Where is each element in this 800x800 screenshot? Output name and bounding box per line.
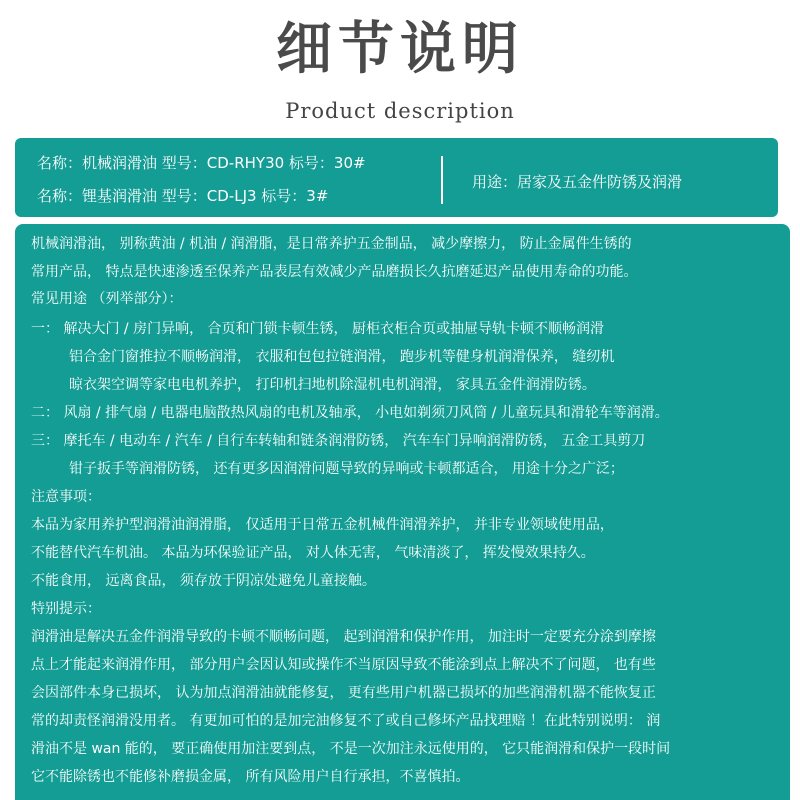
description-line: 会因部件本身已损坏， 认为加点润滑油就能修复， 更有些用户机器已损坏的加些润滑机器不能恢复正 (31, 685, 656, 701)
description-line: 点上才能起来润滑作用， 部分用户会因认知或操作不当原因导致不能涂到点上解决不了问题， 也有些 (31, 657, 656, 673)
description-line: 一： 解决大门 / 房门异响， 合页和门锁卡顿生锈， 厨柜衣柜合页或抽屉导轨卡顿不顺畅润滑 (31, 321, 604, 337)
description-line: 本品为家用养护型润滑油润滑脂， 仅适用于日常五金机械件润滑养护， 并非专业领域使用品， (31, 517, 614, 533)
description-line: 常的却责怪润滑没用者。 有更加可怕的是加完油修复不了或自己修坏产品找理赔 ！在此特别说明： 润 (31, 713, 661, 729)
description-box (15, 224, 790, 800)
page-subtitle: Product description (285, 99, 515, 123)
description-line: 钳子扳手等润滑防锈， 还有更多因润滑问题导致的异响或卡顿都适合， 用途十分之广泛； (69, 461, 624, 477)
product-info-box (15, 138, 778, 217)
description-line: 二： 风扇 / 排气扇 / 电器电脑散热风扇的电机及轴承， 小电如剃须刀风筒 / 儿童玩具和滑轮车等润滑。 (31, 405, 669, 421)
page-title: 细节说明 (276, 17, 524, 82)
description-line: 三： 摩托车 / 电动车 / 汽车 / 自行车转轴和链条润滑防锈， 汽车车门异响润滑防锈， 五金工具剪刀 (31, 433, 646, 449)
description-line: 它不能除锈也不能修补磨损金属， 所有风险用户自行承担，不喜慎拍。 (31, 769, 470, 785)
description-line: 滑油不是 wan 能的， 要正确使用加注要到点， 不是一次加注永远使用的， 它只能润滑和保护一段时间 (31, 741, 671, 757)
description-line: 润滑油是解决五金件润滑导致的卡顿不顺畅问题， 起到润滑和保护作用， 加注时一定要充分涂到摩擦 (31, 629, 656, 645)
product-name-line-2: 名称：锂基润滑油 型号：CD-LJ3 标号：3# (37, 187, 329, 205)
description-line: 机械润滑油， 别称黄油 / 机油 / 润滑脂，是日常养护五金制品， 减少摩擦力， 防止金属件生锈的 (31, 236, 632, 252)
section-heading-notes: 注意事项： (31, 489, 101, 505)
description-line: 不能替代汽车机油。 本品为环保验证产品， 对人体无害， 气味清淡了， 挥发慢效果持久。 (31, 545, 595, 561)
section-heading-special-tips: 特别提示： (31, 601, 101, 617)
vertical-divider (441, 156, 443, 204)
description-line: 铝合金门窗推拉不顺畅润滑， 衣服和包包拉链润滑， 跑步机等健身机润滑保养， 缝纫机 (69, 349, 615, 365)
description-line: 不能食用， 远离食品， 须存放于阴凉处避免儿童接触。 (31, 573, 376, 589)
product-name-line-1: 名称：机械润滑油 型号：CD-RHY30 标号：30# (37, 154, 366, 172)
description-line: 晾衣架空调等家电电机养护， 打印机扫地机除湿机电机润滑， 家具五金件润滑防锈。 (69, 377, 596, 393)
section-heading-common-uses: 常见用途 （列举部分）： (31, 291, 183, 307)
description-line: 常用产品， 特点是快速渗透至保养产品表层有效减少产品磨损长久抗磨延迟产品使用寿命的功能。 (31, 264, 638, 280)
product-usage: 用途：居家及五金件防锈及润滑 (472, 173, 683, 191)
